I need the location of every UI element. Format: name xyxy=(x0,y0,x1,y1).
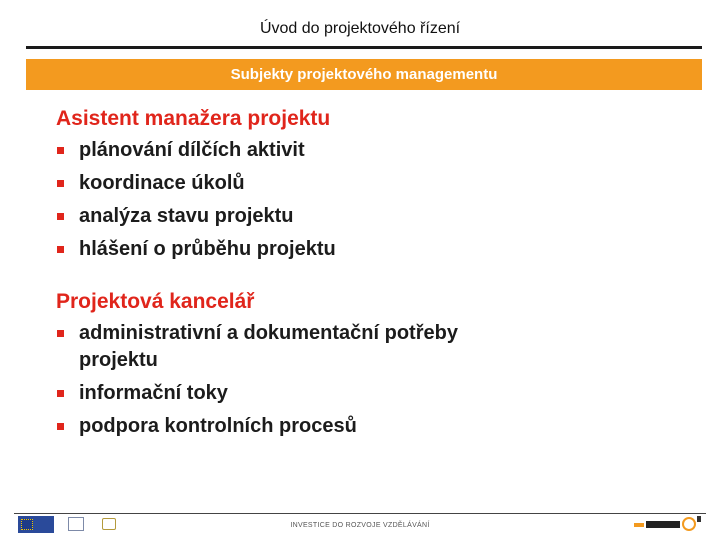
op-vk-emblem-icon xyxy=(102,518,116,530)
bullet-square-icon xyxy=(57,330,64,337)
list-item-text: administrativní a dokumentační potřeby projektu xyxy=(79,322,458,371)
list-item-text: hlášení o průběhu projektu xyxy=(79,238,336,260)
footer-divider xyxy=(14,513,706,514)
section-title-bar: Subjekty projektového managementu xyxy=(26,59,702,90)
op-vk-logo xyxy=(100,516,120,533)
bullet-list xyxy=(56,137,676,263)
group-project-office xyxy=(56,289,676,440)
bullet-square-icon xyxy=(57,147,64,154)
partner-logo-stripe xyxy=(634,523,644,527)
group-heading: Asistent manažera projektu xyxy=(56,107,331,130)
title-underline xyxy=(26,46,702,49)
list-item xyxy=(56,170,676,197)
bullet-square-icon xyxy=(57,423,64,430)
list-item-text: analýza stavu projektu xyxy=(79,205,294,227)
partner-logo-wordmark xyxy=(646,521,680,528)
list-item-text: informační toky xyxy=(79,382,228,404)
msmt-logo xyxy=(66,516,88,533)
list-item xyxy=(56,320,519,374)
group-assistant xyxy=(56,106,676,263)
bullet-square-icon xyxy=(57,180,64,187)
partner-logo xyxy=(634,516,702,533)
group-heading: Projektová kancelář xyxy=(56,290,255,313)
list-item-text: podpora kontrolních procesů xyxy=(79,415,357,437)
list-item xyxy=(56,203,676,230)
bullet-square-icon xyxy=(57,390,64,397)
partner-logo-ring-icon xyxy=(682,517,696,531)
msmt-emblem-icon xyxy=(68,517,84,531)
bullet-square-icon xyxy=(57,246,64,253)
bullet-list xyxy=(56,320,676,440)
esf-logo xyxy=(18,516,54,533)
list-item xyxy=(56,236,676,263)
slide-content xyxy=(56,106,676,446)
partner-logo-tick xyxy=(697,516,701,522)
list-item xyxy=(56,380,676,407)
eu-stars-icon xyxy=(21,519,33,530)
bullet-square-icon xyxy=(57,213,64,220)
footer-tagline: INVESTICE DO ROZVOJE VZDĚLÁVÁNÍ xyxy=(290,522,430,529)
list-item xyxy=(56,137,676,164)
list-item xyxy=(56,413,676,440)
document-title: Úvod do projektového řízení xyxy=(259,20,461,37)
list-item-text: plánování dílčích aktivit xyxy=(79,139,305,161)
list-item-text: koordinace úkolů xyxy=(79,172,245,194)
